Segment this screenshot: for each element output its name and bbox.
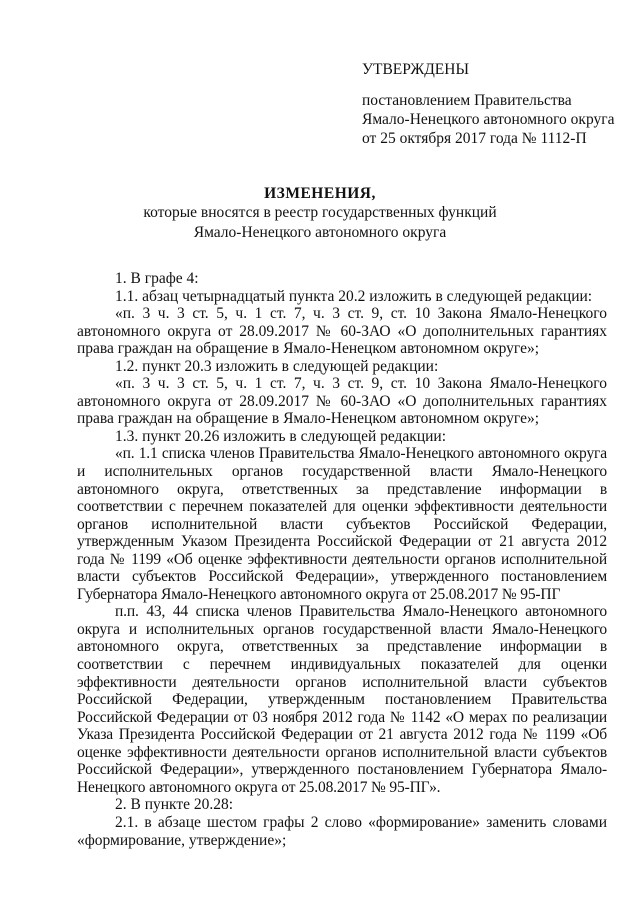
paragraph-1-3-text-a: «п. 1.1 списка членов Правительства Ямало-Ненецкого автономного округа и исполнительных органов государственной власти Ямало-Ненецкого автономного округа, ответственных за представление информации в соответствии с перечнем показателей для оценки эффективности деятельности органов исполнительной власти субъектов Российской Федерации, утвержденным Указом Президента Российской Федерации от 21 августа 2012 года № 1199 «Об оценке эффективности деятельности органов исполнительной власти субъектов Российской Федерации», утвержденного постановлением Губернатора Ямало-Ненецкого автономного округа от 25.08.2017 № 95-ПГ [77,445,607,603]
paragraph-1-3: 1.3. пункт 20.26 изложить в следующей редакции: [115,427,447,445]
approval-line-3: от 25 октября 2017 года № 1112-П [362,130,587,147]
paragraph-2: 2. В пункте 20.28: [115,796,234,814]
paragraph-1-2-text: «п. 3 ч. 3 ст. 5, ч. 1 ст. 7, ч. 3 ст. 9, ст. 10 Закона Ямало-Ненецкого автономного округа от 28.09.2017 № 60-ЗАО «О дополнительных гарантиях права граждан на обращение в Ямало-Ненецком автономном округе»; [77,375,607,428]
document-body [77,270,607,849]
paragraph-1-1-text: «п. 3 ч. 3 ст. 5, ч. 1 ст. 7, ч. 3 ст. 9, ст. 10 Закона Ямало-Ненецкого автономного округа от 28.09.2017 № 60-ЗАО «О дополнительных гарантиях права граждан на обращение в Ямало-Ненецком автономном округе»; [77,305,607,358]
paragraph-2-1: 2.1. в абзаце шестом графы 2 слово «формирование» заменить словами «формирование, утверждение»; [77,813,607,849]
approval-line-2: Ямало-Ненецкого автономного округа [362,111,615,128]
document-subtitle [40,203,600,243]
approval-block [362,60,614,148]
subtitle-line-2: Ямало-Ненецкого автономного округа [193,224,447,241]
paragraph-1: 1. В графе 4: [115,270,199,287]
document-title: ИЗМЕНЕНИЯ, [264,185,376,202]
paragraph-1-1: 1.1. абзац четырнадцатый пункта 20.2 изложить в следующей редакции: [115,287,593,305]
paragraph-1-3-text-b: п.п. 43, 44 списка членов Правительства Ямало-Ненецкого автономного округа и исполнительных органов государственной власти Ямало-Ненецкого автономного округа, ответственных за представление информации в соответствии с перечнем индивидуальных показателей для оценки эффективности деятельности органов исполнительной власти субъектов Российской Федерации, утвержденным постановлением Правительства Российской Федерации от 03 ноября 2012 года № 1142 «О мерах по реализации Указа Президента Российской Федерации от 21 августа 2012 года № 1199 «Об оценке эффективности деятельности органов исполнительной власти субъектов Российской Федерации», утвержденного постановлением Губернатора Ямало-Ненецкого автономного округа от 25.08.2017 № 95-ПГ». [77,603,607,796]
subtitle-line-1: которые вносятся в реестр государственных функций [143,204,497,221]
approval-line-1: постановлением Правительства [362,92,572,109]
paragraph-1-2: 1.2. пункт 20.3 изложить в следующей редакции: [115,357,439,375]
approval-heading: УТВЕРЖДЕНЫ [362,61,469,78]
